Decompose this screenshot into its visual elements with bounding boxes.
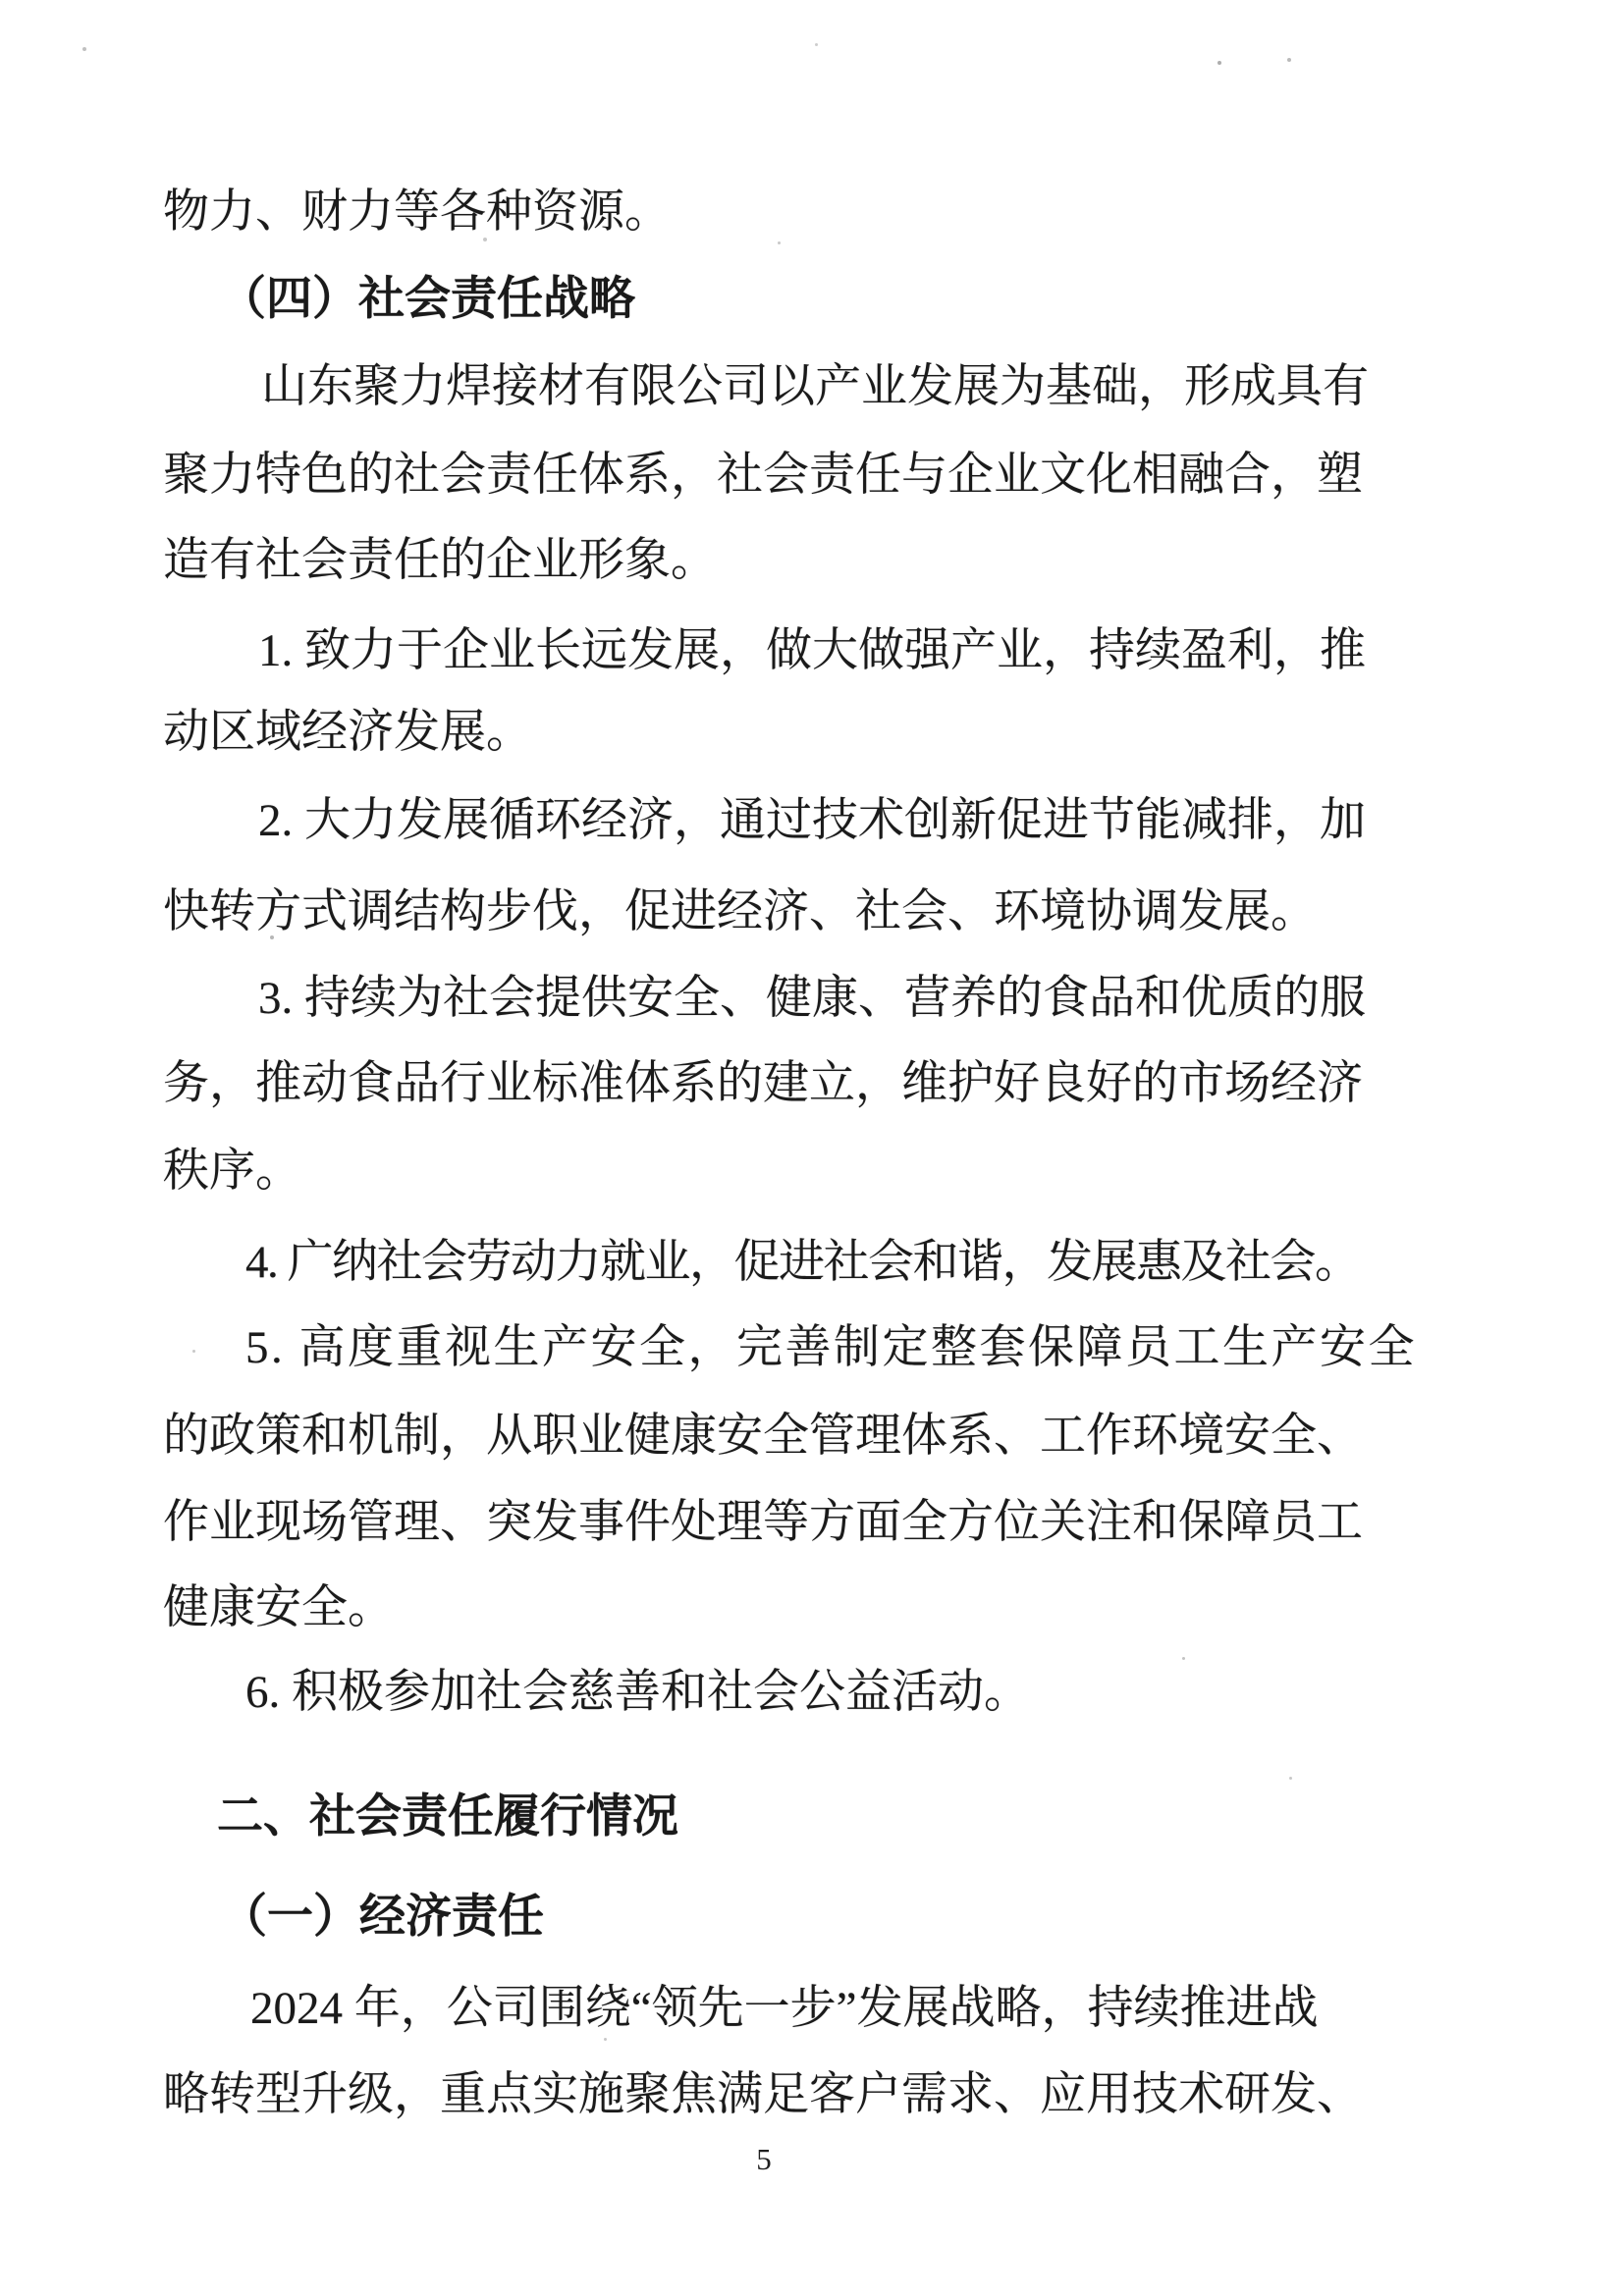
text-line: （四）社会责任战略 xyxy=(220,274,635,325)
text-line: 动区域经济发展。 xyxy=(163,707,532,758)
text-line: 健康安全。 xyxy=(163,1582,394,1633)
text-line: 秩序。 xyxy=(163,1146,301,1197)
text-line: 快转方式调结构步伐，促进经济、社会、环境协调发展。 xyxy=(163,886,1317,937)
text-line: 3. 持续为社会提供安全、健康、营养的食品和优质的服 xyxy=(258,973,1366,1024)
text-line: 二、社会责任履行情况 xyxy=(217,1791,678,1842)
text-line: 聚力特色的社会责任体系，社会责任与企业文化相融合，塑 xyxy=(163,450,1363,501)
text-line: 的政策和机制，从职业健康安全管理体系、工作环境安全、 xyxy=(163,1411,1363,1462)
text-line: 4. 广纳社会劳动力就业，促进社会和谐，发展惠及社会。 xyxy=(245,1237,1360,1288)
text-line: 6. 积极参加社会慈善和社会公益活动。 xyxy=(245,1667,1030,1718)
text-line: 作业现场管理、突发事件处理等方面全方位关注和保障员工 xyxy=(163,1497,1363,1548)
scan-speck xyxy=(815,43,818,46)
text-line: 2024 年，公司围绕“领先一步”发展战略，持续推进战 xyxy=(250,1983,1319,2034)
scan-speck xyxy=(1287,58,1291,62)
text-line: 2. 大力发展循环经济，通过技术创新促进节能减排，加 xyxy=(258,795,1366,846)
text-line: 5. 高度重视生产安全，完善制定整套保障员工生产安全 xyxy=(245,1322,1417,1373)
scan-speck xyxy=(778,241,781,244)
text-line: 山东聚力焊接材有限公司以产业发展为基础，形成具有 xyxy=(261,361,1369,412)
text-line: 1. 致力于企业长远发展，做大做强产业，持续盈利，推 xyxy=(258,625,1366,676)
scan-speck xyxy=(1182,1657,1185,1660)
text-line: 略转型升级，重点实施聚焦满足客户需求、应用技术研发、 xyxy=(163,2069,1363,2120)
text-line: （一）经济责任 xyxy=(221,1892,544,1943)
scan-speck xyxy=(1217,61,1221,65)
scan-speck xyxy=(1289,1777,1292,1780)
page-number: 5 xyxy=(756,2142,772,2176)
scan-speck xyxy=(483,238,487,241)
text-line: 造有社会责任的企业形象。 xyxy=(163,535,717,586)
scan-speck xyxy=(270,935,274,939)
scan-speck xyxy=(82,47,86,51)
text-line: 物力、财力等各种资源。 xyxy=(163,187,671,238)
scan-speck xyxy=(604,2038,607,2041)
scan-speck xyxy=(192,1350,195,1353)
text-line: 务，推动食品行业标准体系的建立，维护好良好的市场经济 xyxy=(163,1058,1363,1109)
